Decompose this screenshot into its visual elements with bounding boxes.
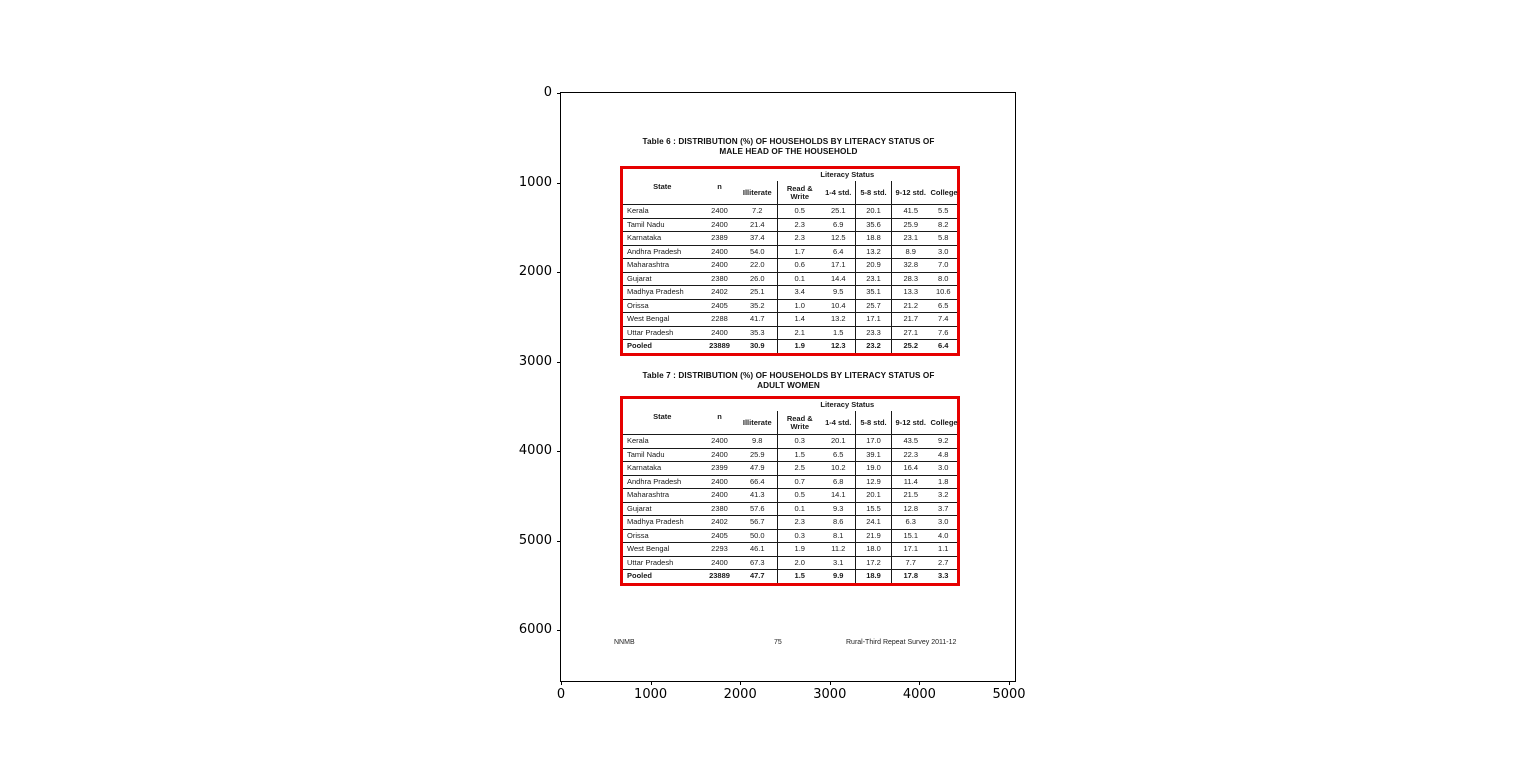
value-cell: 10.4 [822, 299, 856, 313]
value-cell: 32.8 [892, 259, 930, 273]
value-cell: 12.8 [892, 502, 930, 516]
table-row [622, 326, 959, 340]
value-cell: 6.3 [892, 516, 930, 530]
value-cell: 2400 [702, 448, 738, 462]
value-cell: 21.5 [892, 489, 930, 503]
value-cell: 23.2 [856, 340, 892, 355]
value-cell: 20.9 [856, 259, 892, 273]
table-row [622, 448, 959, 462]
table-row [622, 529, 959, 543]
value-cell: 12.5 [822, 232, 856, 246]
value-cell: 20.1 [856, 205, 892, 219]
value-cell: 39.1 [856, 448, 892, 462]
col-header-n: n [702, 398, 738, 435]
value-cell: 1.9 [778, 543, 822, 557]
value-cell: 24.1 [856, 516, 892, 530]
value-cell: 25.9 [738, 448, 778, 462]
table-row [622, 299, 959, 313]
state-cell: Andhra Pradesh [622, 475, 702, 489]
table-row [622, 516, 959, 530]
value-cell: 23.1 [856, 272, 892, 286]
x-tick-label: 2000 [723, 687, 757, 702]
value-cell: 8.9 [892, 245, 930, 259]
value-cell: 20.1 [822, 435, 856, 449]
value-cell: 21.9 [856, 529, 892, 543]
value-cell: 25.9 [892, 218, 930, 232]
value-cell: 1.4 [778, 313, 822, 327]
state-cell: Karnataka [622, 462, 702, 476]
table6-title-line1: Table 6 : DISTRIBUTION (%) OF HOUSEHOLDS BY LITERACY STATUS OF [642, 137, 935, 146]
value-cell: 21.7 [892, 313, 930, 327]
value-cell: 22.0 [738, 259, 778, 273]
state-cell: Tamil Nadu [622, 448, 702, 462]
value-cell: 7.2 [738, 205, 778, 219]
y-tick-label: 3000 [518, 353, 552, 369]
state-cell: Pooled [622, 340, 702, 355]
value-cell: 10.2 [822, 462, 856, 476]
col-header: College [930, 181, 959, 205]
value-cell: 66.4 [738, 475, 778, 489]
value-cell: 2400 [702, 489, 738, 503]
value-cell: 5.5 [930, 205, 959, 219]
col-header: 5-8 std. [856, 411, 892, 435]
value-cell: 2400 [702, 326, 738, 340]
value-cell: 17.1 [822, 259, 856, 273]
value-cell: 13.2 [856, 245, 892, 259]
value-cell: 15.5 [856, 502, 892, 516]
value-cell: 0.7 [778, 475, 822, 489]
value-cell: 13.3 [892, 286, 930, 300]
value-cell: 23.3 [856, 326, 892, 340]
value-cell: 41.5 [892, 205, 930, 219]
value-cell: 1.9 [778, 340, 822, 355]
table-row [622, 340, 959, 355]
value-cell: 15.1 [892, 529, 930, 543]
value-cell: 8.1 [822, 529, 856, 543]
value-cell: 6.9 [822, 218, 856, 232]
col-header: 9-12 std. [892, 411, 930, 435]
value-cell: 7.7 [892, 556, 930, 570]
value-cell: 20.1 [856, 489, 892, 503]
x-tick-mark [561, 681, 562, 685]
y-tick-label: 5000 [518, 532, 552, 548]
value-cell: 2.5 [778, 462, 822, 476]
value-cell: 9.2 [930, 435, 959, 449]
state-cell: Uttar Pradesh [622, 326, 702, 340]
table-7-adult-women-literacy [620, 396, 960, 586]
value-cell: 17.1 [856, 313, 892, 327]
value-cell: 18.8 [856, 232, 892, 246]
value-cell: 9.5 [822, 286, 856, 300]
value-cell: 23.1 [892, 232, 930, 246]
value-cell: 2380 [702, 272, 738, 286]
value-cell: 2380 [702, 502, 738, 516]
value-cell: 21.4 [738, 218, 778, 232]
value-cell: 17.1 [892, 543, 930, 557]
y-tick-mark [557, 272, 561, 273]
value-cell: 1.1 [930, 543, 959, 557]
plot-area [518, 85, 1026, 702]
value-cell: 11.2 [822, 543, 856, 557]
value-cell: 35.1 [856, 286, 892, 300]
table-row [622, 462, 959, 476]
col-header: Read & Write [778, 181, 822, 205]
y-tick-mark [557, 541, 561, 542]
x-tick-label: 3000 [813, 687, 847, 702]
col-header: 1-4 std. [822, 411, 856, 435]
value-cell: 18.0 [856, 543, 892, 557]
state-cell: Gujarat [622, 272, 702, 286]
value-cell: 2288 [702, 313, 738, 327]
table-row [622, 286, 959, 300]
value-cell: 30.9 [738, 340, 778, 355]
table-row [622, 489, 959, 503]
value-cell: 57.6 [738, 502, 778, 516]
y-tick-mark [557, 183, 561, 184]
value-cell: 2400 [702, 218, 738, 232]
table7-title-line2: ADULT WOMEN [757, 380, 820, 390]
value-cell: 19.0 [856, 462, 892, 476]
state-cell: Orissa [622, 529, 702, 543]
scanned-document-page [561, 93, 1015, 681]
col-header-state: State [622, 168, 702, 205]
value-cell: 2400 [702, 205, 738, 219]
value-cell: 27.1 [892, 326, 930, 340]
state-cell: Uttar Pradesh [622, 556, 702, 570]
value-cell: 4.8 [930, 448, 959, 462]
value-cell: 54.0 [738, 245, 778, 259]
value-cell: 3.7 [930, 502, 959, 516]
y-tick-label: 0 [543, 85, 552, 101]
x-tick-mark [651, 681, 652, 685]
footer-survey: Rural-Third Repeat Survey 2011-12 [846, 639, 957, 646]
value-cell: 1.7 [778, 245, 822, 259]
value-cell: 2400 [702, 259, 738, 273]
value-cell: 2400 [702, 435, 738, 449]
value-cell: 6.4 [930, 340, 959, 355]
value-cell: 9.3 [822, 502, 856, 516]
value-cell: 1.5 [778, 570, 822, 585]
value-cell: 17.8 [892, 570, 930, 585]
table-row [622, 435, 959, 449]
value-cell: 3.0 [930, 516, 959, 530]
value-cell: 6.8 [822, 475, 856, 489]
value-cell: 1.8 [930, 475, 959, 489]
value-cell: 22.3 [892, 448, 930, 462]
value-cell: 6.5 [822, 448, 856, 462]
value-cell: 26.0 [738, 272, 778, 286]
page-number: 75 [774, 639, 782, 646]
value-cell: 12.3 [822, 340, 856, 355]
x-tick-label: 5000 [992, 687, 1026, 702]
state-cell: West Bengal [622, 543, 702, 557]
value-cell: 12.9 [856, 475, 892, 489]
value-cell: 0.3 [778, 435, 822, 449]
value-cell: 0.5 [778, 205, 822, 219]
state-cell: Maharashtra [622, 259, 702, 273]
value-cell: 2293 [702, 543, 738, 557]
table-row [622, 313, 959, 327]
value-cell: 10.6 [930, 286, 959, 300]
value-cell: 7.0 [930, 259, 959, 273]
value-cell: 25.2 [892, 340, 930, 355]
table-row [622, 570, 959, 585]
value-cell: 0.6 [778, 259, 822, 273]
value-cell: 47.7 [738, 570, 778, 585]
value-cell: 47.9 [738, 462, 778, 476]
value-cell: 2.3 [778, 232, 822, 246]
y-tick-label: 4000 [518, 443, 552, 459]
value-cell: 4.0 [930, 529, 959, 543]
value-cell: 46.1 [738, 543, 778, 557]
state-cell: Gujarat [622, 502, 702, 516]
value-cell: 41.7 [738, 313, 778, 327]
value-cell: 21.2 [892, 299, 930, 313]
x-tick-label: 0 [556, 687, 566, 702]
value-cell: 2402 [702, 286, 738, 300]
y-tick-mark [557, 630, 561, 631]
value-cell: 43.5 [892, 435, 930, 449]
table6-title-line2: MALE HEAD OF THE HOUSEHOLD [719, 146, 858, 156]
value-cell: 17.0 [856, 435, 892, 449]
value-cell: 3.0 [930, 245, 959, 259]
value-cell: 28.3 [892, 272, 930, 286]
value-cell: 8.2 [930, 218, 959, 232]
value-cell: 25.1 [822, 205, 856, 219]
table-row [622, 543, 959, 557]
value-cell: 7.6 [930, 326, 959, 340]
col-header: College [930, 411, 959, 435]
x-tick-mark [1009, 681, 1010, 685]
col-header: Illiterate [738, 181, 778, 205]
y-tick-label: 1000 [518, 174, 552, 190]
state-cell: Orissa [622, 299, 702, 313]
state-cell: Madhya Pradesh [622, 286, 702, 300]
table-row [622, 232, 959, 246]
value-cell: 9.8 [738, 435, 778, 449]
x-tick-label: 1000 [634, 687, 668, 702]
value-cell: 1.0 [778, 299, 822, 313]
table-row [622, 259, 959, 273]
value-cell: 23889 [702, 340, 738, 355]
table7-title-line1: Table 7 : DISTRIBUTION (%) OF HOUSEHOLDS BY LITERACY STATUS OF [642, 371, 935, 380]
state-cell: Tamil Nadu [622, 218, 702, 232]
value-cell: 2.3 [778, 516, 822, 530]
state-cell: Maharashtra [622, 489, 702, 503]
y-tick-mark [557, 451, 561, 452]
value-cell: 9.9 [822, 570, 856, 585]
value-cell: 50.0 [738, 529, 778, 543]
col-header: 9-12 std. [892, 181, 930, 205]
table-row [622, 272, 959, 286]
value-cell: 8.0 [930, 272, 959, 286]
value-cell: 2.0 [778, 556, 822, 570]
value-cell: 0.1 [778, 502, 822, 516]
value-cell: 2.3 [778, 218, 822, 232]
y-tick-label: 2000 [518, 264, 552, 280]
table-row [622, 218, 959, 232]
table-row [622, 556, 959, 570]
value-cell: 35.6 [856, 218, 892, 232]
table7-title [620, 371, 957, 390]
col-header-state: State [622, 398, 702, 435]
col-header-n: n [702, 168, 738, 205]
value-cell: 13.2 [822, 313, 856, 327]
value-cell: 8.6 [822, 516, 856, 530]
state-cell: Pooled [622, 570, 702, 585]
value-cell: 2389 [702, 232, 738, 246]
value-cell: 17.2 [856, 556, 892, 570]
value-cell: 41.3 [738, 489, 778, 503]
value-cell: 18.9 [856, 570, 892, 585]
value-cell: 11.4 [892, 475, 930, 489]
table-row [622, 205, 959, 219]
col-header: 5-8 std. [856, 181, 892, 205]
group-header-literacy-status: Literacy Status [820, 400, 875, 409]
value-cell: 2399 [702, 462, 738, 476]
value-cell: 7.4 [930, 313, 959, 327]
state-cell: West Bengal [622, 313, 702, 327]
x-tick-label: 4000 [902, 687, 936, 702]
value-cell: 56.7 [738, 516, 778, 530]
table6-title [620, 137, 957, 156]
state-cell: Karnataka [622, 232, 702, 246]
value-cell: 0.3 [778, 529, 822, 543]
value-cell: 0.1 [778, 272, 822, 286]
value-cell: 35.2 [738, 299, 778, 313]
value-cell: 37.4 [738, 232, 778, 246]
value-cell: 2400 [702, 556, 738, 570]
value-cell: 3.2 [930, 489, 959, 503]
y-tick-mark [557, 362, 561, 363]
col-header: Read & Write [778, 411, 822, 435]
value-cell: 35.3 [738, 326, 778, 340]
page-footer [561, 639, 1015, 651]
value-cell: 23889 [702, 570, 738, 585]
state-cell: Kerala [622, 205, 702, 219]
value-cell: 2405 [702, 529, 738, 543]
y-tick-label: 6000 [518, 622, 552, 638]
state-cell: Madhya Pradesh [622, 516, 702, 530]
value-cell: 5.8 [930, 232, 959, 246]
table-row [622, 475, 959, 489]
value-cell: 2405 [702, 299, 738, 313]
value-cell: 2.1 [778, 326, 822, 340]
value-cell: 14.4 [822, 272, 856, 286]
value-cell: 3.4 [778, 286, 822, 300]
value-cell: 1.5 [778, 448, 822, 462]
x-tick-mark [740, 681, 741, 685]
footer-org: NNMB [614, 639, 635, 646]
value-cell: 2400 [702, 475, 738, 489]
value-cell: 0.5 [778, 489, 822, 503]
value-cell: 67.3 [738, 556, 778, 570]
x-tick-mark [830, 681, 831, 685]
y-tick-mark [557, 93, 561, 94]
value-cell: 3.1 [822, 556, 856, 570]
x-tick-mark [919, 681, 920, 685]
state-cell: Kerala [622, 435, 702, 449]
value-cell: 16.4 [892, 462, 930, 476]
value-cell: 25.1 [738, 286, 778, 300]
value-cell: 6.5 [930, 299, 959, 313]
col-header: Illiterate [738, 411, 778, 435]
group-header-literacy-status: Literacy Status [820, 170, 875, 179]
value-cell: 1.5 [822, 326, 856, 340]
value-cell: 2.7 [930, 556, 959, 570]
table-6-male-head-literacy [620, 166, 960, 356]
value-cell: 6.4 [822, 245, 856, 259]
state-cell: Andhra Pradesh [622, 245, 702, 259]
table-row [622, 502, 959, 516]
value-cell: 2400 [702, 245, 738, 259]
col-header: 1-4 std. [822, 181, 856, 205]
value-cell: 14.1 [822, 489, 856, 503]
value-cell: 3.3 [930, 570, 959, 585]
value-cell: 25.7 [856, 299, 892, 313]
table-row [622, 245, 959, 259]
value-cell: 3.0 [930, 462, 959, 476]
value-cell: 2402 [702, 516, 738, 530]
